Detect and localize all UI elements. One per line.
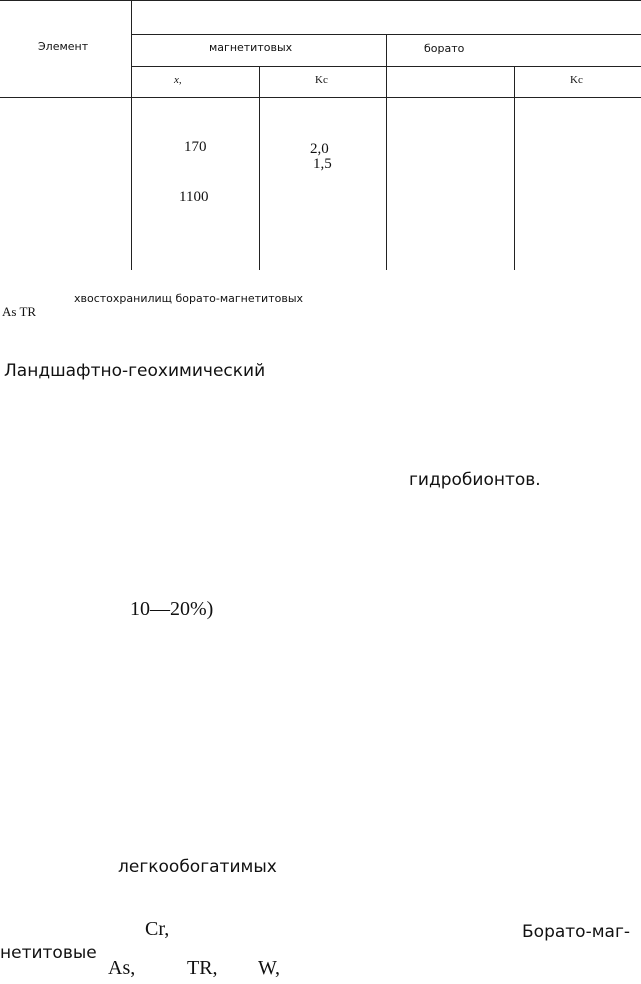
subheader-x: x, — [174, 74, 182, 86]
text-w: W, — [258, 957, 281, 979]
caption-text: хвостохранилищ борато-магнетитовых — [74, 292, 304, 305]
table-divider-element — [131, 0, 132, 270]
cell-kc-2-0: 2,0 — [310, 141, 329, 157]
text-cr: Cr, — [145, 918, 170, 940]
caption-symbols: As TR — [2, 304, 37, 319]
text-netitovye: нетитовые — [0, 943, 97, 963]
header-borate: борато — [424, 42, 465, 55]
cell-x-1100: 1100 — [179, 189, 209, 205]
text-hydrobionts: гидробионтов. — [409, 470, 541, 490]
cell-kc-1-5: 1,5 — [313, 156, 332, 172]
subheader-kc-1: Kc — [315, 74, 328, 86]
subheader-kc-2: Kc — [570, 74, 583, 86]
table-header-line-2 — [131, 66, 641, 67]
text-borato-mag: Борато-маг- — [522, 922, 631, 942]
table-divider-group — [386, 34, 387, 270]
text-as: As, — [108, 957, 136, 979]
text-percent: 10—20%) — [130, 598, 214, 620]
header-magnetite: магнетитовых — [209, 41, 293, 54]
text-landscape: Ландшафтно-геохимический — [4, 361, 266, 381]
header-element: Элемент — [38, 40, 89, 53]
cell-x-170: 170 — [184, 139, 207, 155]
table-top-border — [0, 0, 641, 1]
text-tr: TR, — [187, 957, 218, 979]
text-easy-enriched: легкообогатимых — [118, 857, 277, 877]
table-header-bottom — [0, 97, 641, 98]
